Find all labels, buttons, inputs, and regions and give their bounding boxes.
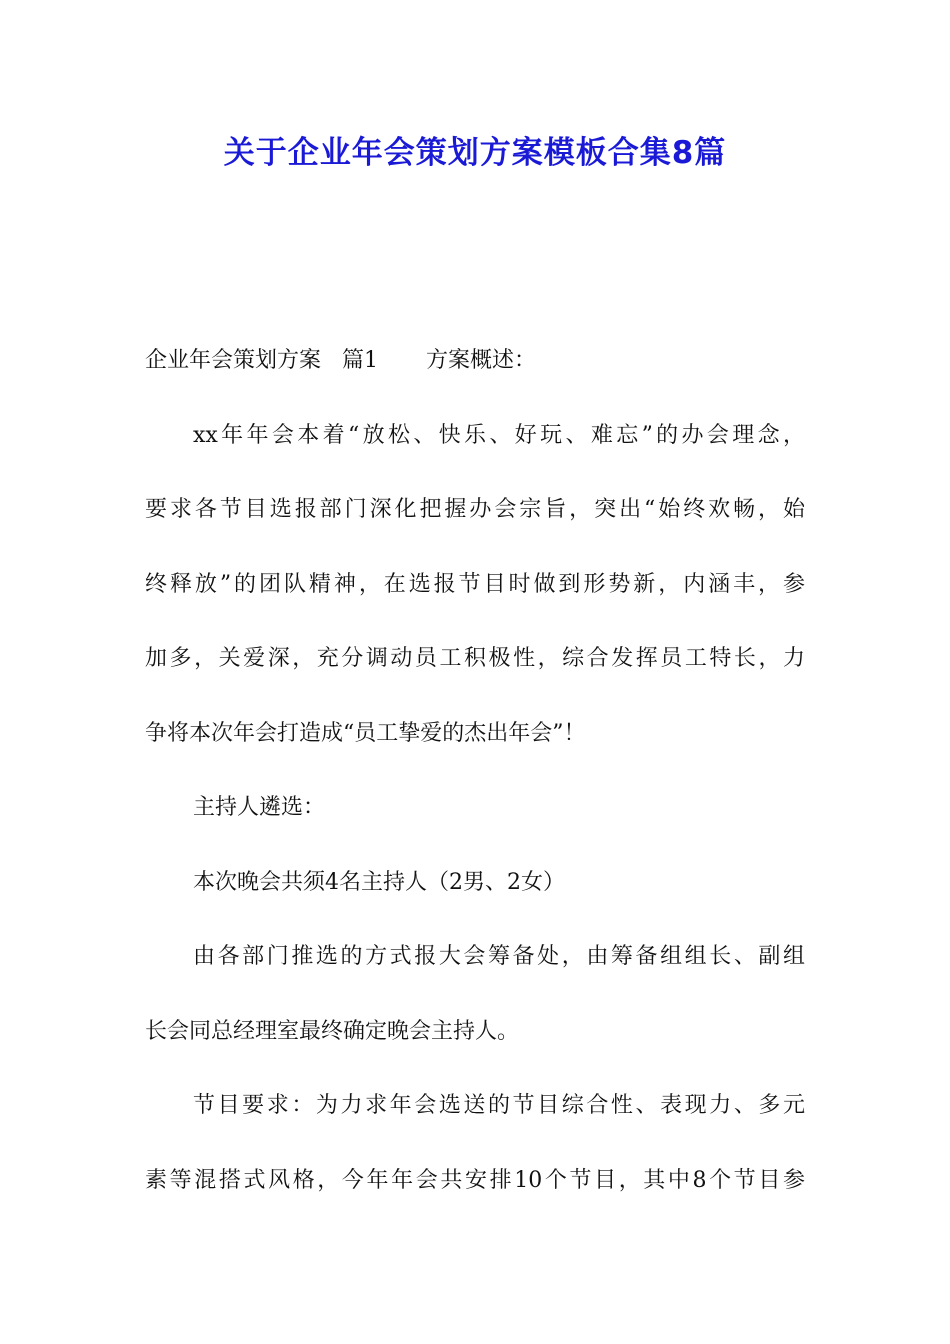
paragraph-line: 长会同总经理室最终确定晚会主持人。 (145, 1018, 520, 1044)
paragraph-line: 素等混搭式风格，今年年会共安排10个节目，其中8个节目参 (145, 1167, 805, 1193)
document-title: 关于企业年会策划方案模板合集8篇 (223, 135, 727, 171)
section-title: 企业年会策划方案 (145, 348, 322, 373)
paragraph-line: 要求各节目选报部门深化把握办会宗旨，突出“始终欢畅，始 (145, 497, 805, 522)
paragraph-line: 争将本次年会打造成“员工挚爱的杰出年会”！ (145, 720, 586, 746)
paragraph-line: 终释放”的团队精神，在选报节目时做到形势新，内涵丰，参 (145, 571, 805, 597)
paragraph-line: 加多，关爱深，充分调动员工积极性，综合发挥员工特长，力 (145, 646, 805, 671)
paragraph-line: 由各部门推选的方式报大会筹备处，由筹备组组长、副组 (193, 944, 805, 969)
document-body (145, 337, 805, 1231)
paragraph-line: xx年年会本着“放松、快乐、好玩、难忘”的办会理念， (193, 422, 805, 448)
section-heading-line (145, 337, 805, 412)
paragraph-line: 本次晚会共须4名主持人（2男、2女） (193, 869, 565, 895)
paragraph-line: 主持人遴选： (193, 795, 326, 820)
overview-label: 方案概述： (426, 348, 537, 373)
paragraph-line: 节目要求：为力求年会选送的节目综合性、表现力、多元 (193, 1093, 805, 1118)
section-number: 篇1 (342, 348, 379, 373)
